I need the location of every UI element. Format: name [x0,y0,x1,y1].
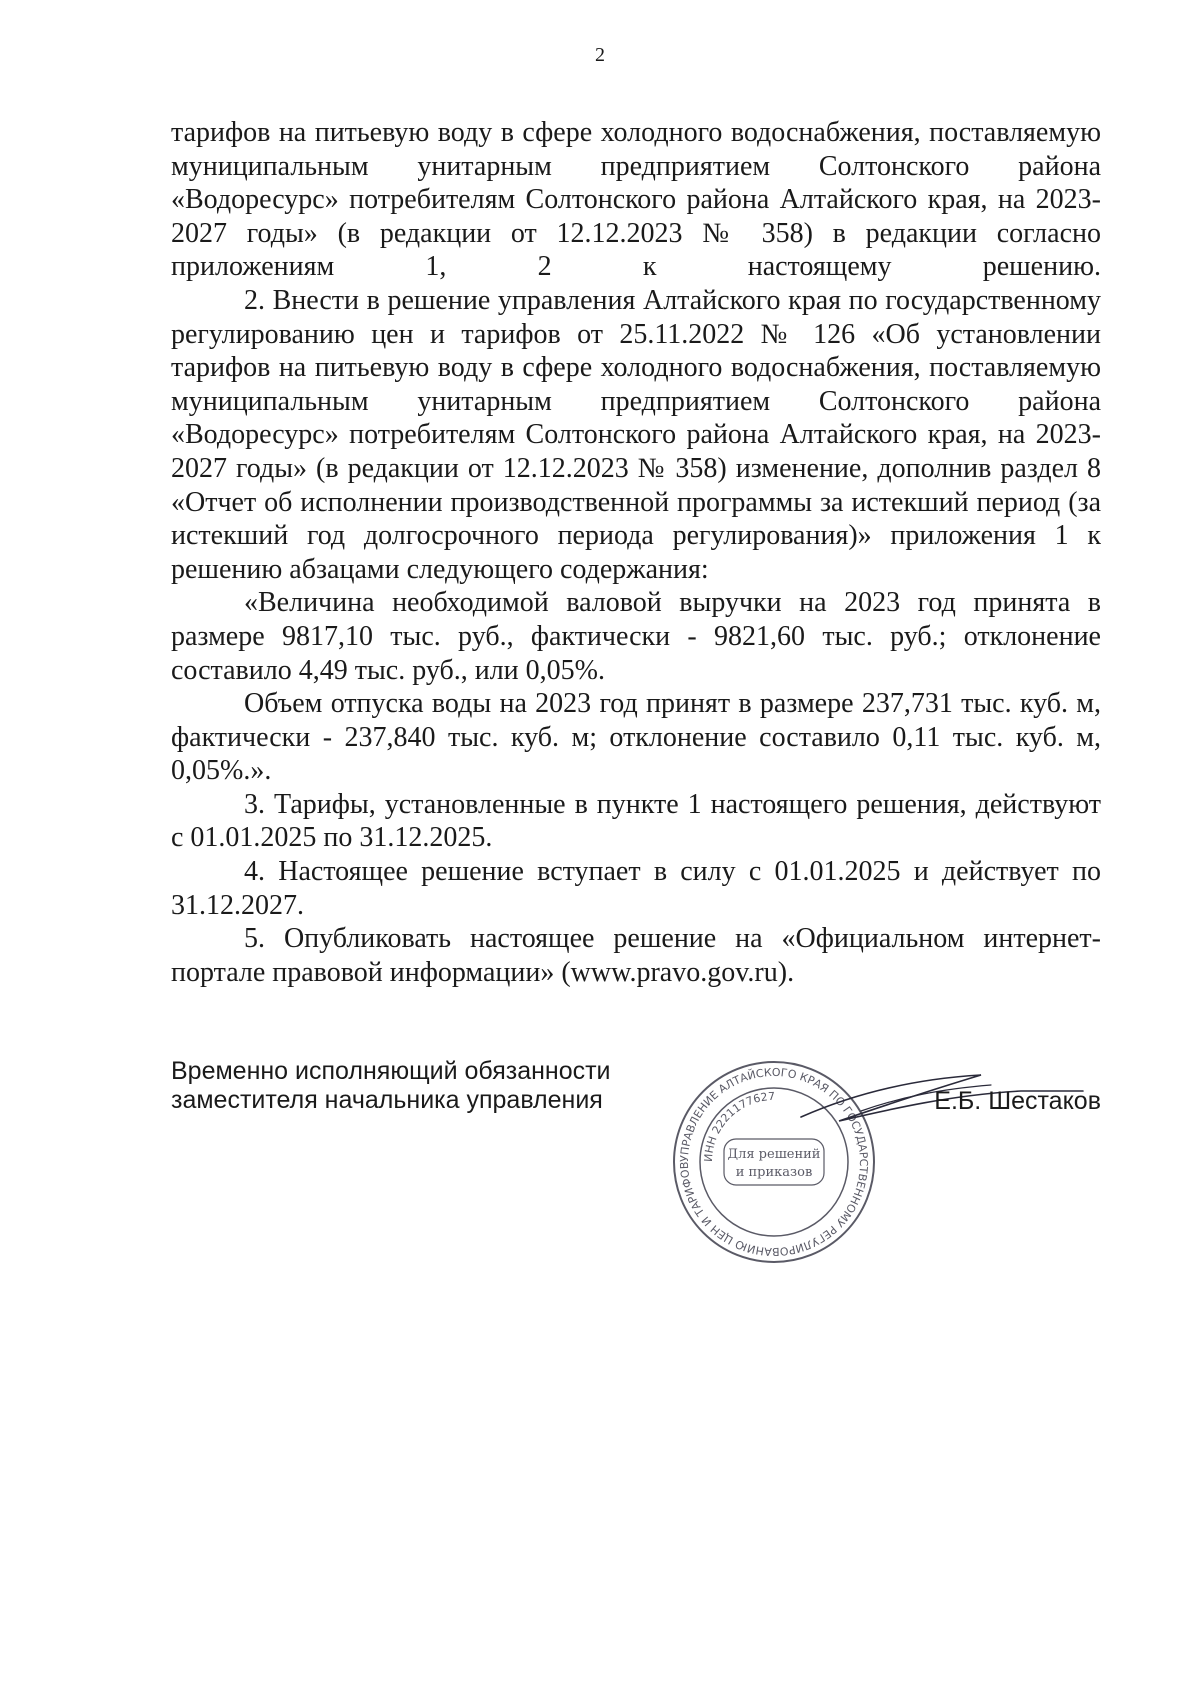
stamp-inn-text: ИНН 2221177627 [701,1089,776,1163]
signer-position-line-2: заместителя начальника управления [171,1086,603,1114]
stamp-center-line-2: и приказов [735,1165,813,1180]
signature-block [171,1057,1101,1277]
signer-position [171,1057,611,1115]
stamp-center-line-1: Для решений [727,1147,821,1162]
paragraph-continuation: тарифов на питьевую воду в сфере холодного водоснабжения, поставляемую муниципальным унитарным предприятием Солтонского района «Водоресурс» потребителям Солтонского района Алтайского края, на 2023-2027 годы» (в редакции от 12.12.2023 № 358) в редакции согласно приложениям 1, 2 к настоящему решению. [171,117,1101,283]
stamp-outer-text: УПРАВЛЕНИЕ АЛТАЙСКОГО КРАЯ ПО ГОСУДАРСТВЕННОМУ РЕГУЛИРОВАНИЮ ЦЕН И ТАРИФОВ [677,1065,871,1259]
paragraph-item-5: 5. Опубликовать настоящее решение на «Официальном интернет-портале правовой информации» (www.pravo.gov.ru). [171,923,1101,988]
signer-name: Е.Б. Шестаков [934,1087,1101,1115]
page-number: 2 [595,44,605,66]
signer-position-line-1: Временно исполняющий обязанности [171,1057,611,1085]
paragraph-quote-revenue: «Величина необходимой валовой выручки на 2023 год принята в размере 9817,10 тыс. руб., фактически - 9821,60 тыс. руб.; отклонение составило 4,49 тыс. руб., или 0,05%. [171,587,1101,686]
document-body [171,116,1101,989]
paragraph-item-2: 2. Внести в решение управления Алтайского края по государственному регулированию цен и тарифов от 25.11.2022 № 126 «Об установлении тарифов на питьевую воду в сфере холодного водоснабжения, поставляемую муниципальным унитарным предприятием Солтонского района «Водоресурс» потребителям Солтонского района Алтайского края, на 2023-2027 годы» (в редакции от 12.12.2023 № 358) изменение, дополнив раздел 8 «Отчет об исполнении производственной программы за истекший период (за истекший год долгосрочного периода регулирования)» приложения 1 к решению абзацами следующего содержания: [171,284,1101,585]
paragraph-item-4: 4. Настоящее решение вступает в силу с 01.01.2025 и действует по 31.12.2027. [171,856,1101,921]
paragraph-quote-volume: Объем отпуска воды на 2023 год принят в размере 237,731 тыс. куб. м, фактически - 237,840 тыс. куб. м; отклонение составило 0,11 тыс. куб. м, 0,05%.». [171,688,1101,787]
paragraph-item-3: 3. Тарифы, установленные в пункте 1 настоящего решения, действуют с 01.01.2025 по 31.12.2025. [171,788,1101,854]
